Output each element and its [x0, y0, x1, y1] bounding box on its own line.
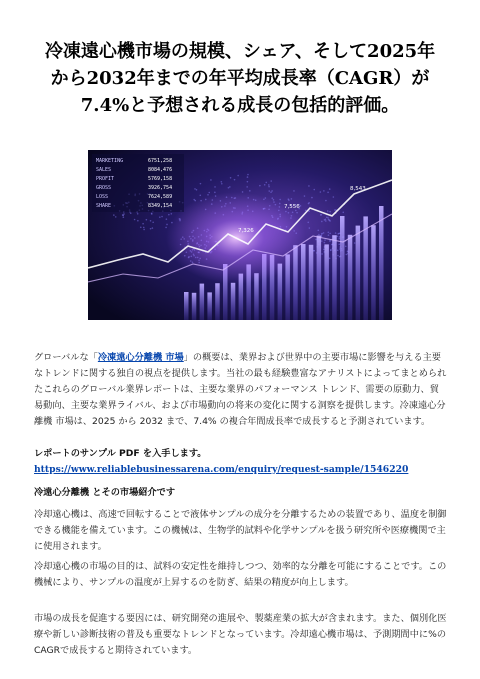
- map-dot: [268, 190, 270, 192]
- map-dot: [328, 234, 330, 236]
- map-dot: [207, 194, 209, 196]
- hero-bar: [371, 225, 376, 320]
- map-dot: [210, 179, 212, 181]
- title-line-1: 冷凍遠心機市場の規模、シェア、そして2025年: [44, 41, 436, 62]
- map-dot: [123, 216, 125, 218]
- map-dot: [330, 250, 332, 252]
- map-dot: [327, 210, 329, 212]
- map-dot: [199, 194, 201, 196]
- hero-bar: [207, 292, 212, 320]
- map-dot: [318, 234, 320, 236]
- sample-label: レポートのサンプル PDF を入手します。: [34, 448, 207, 459]
- map-dot: [315, 239, 317, 241]
- hero-bar: [317, 236, 322, 320]
- map-dot: [337, 233, 339, 235]
- map-dot: [335, 232, 337, 234]
- map-dot: [329, 219, 331, 221]
- map-dot: [228, 187, 230, 189]
- ticker-panel: [92, 154, 184, 212]
- hero-bar: [309, 245, 314, 320]
- map-dot: [137, 213, 139, 215]
- map-dot: [321, 221, 323, 223]
- map-dot: [161, 216, 163, 218]
- map-dot: [214, 186, 216, 188]
- map-dot: [247, 181, 249, 183]
- map-dot: [337, 255, 339, 257]
- map-dot: [333, 196, 335, 198]
- ticker-value: 5769,158: [148, 176, 173, 182]
- hero-bar: [348, 235, 353, 320]
- ticker-label: GROSS: [96, 185, 112, 191]
- map-dot: [271, 190, 273, 192]
- map-dot: [329, 211, 331, 213]
- map-dot: [345, 254, 347, 256]
- map-dot: [214, 192, 216, 194]
- ticker-value: 6751,258: [148, 158, 173, 164]
- map-dot: [152, 227, 154, 229]
- section-heading: 冷遠心分離機 とその市場紹介です: [34, 487, 176, 498]
- hero-bar: [340, 216, 345, 320]
- map-dot: [342, 212, 344, 214]
- map-dot: [307, 222, 309, 224]
- map-dot: [323, 190, 325, 192]
- hero-bar: [324, 244, 329, 320]
- map-dot: [321, 240, 323, 242]
- map-dot: [151, 213, 153, 215]
- map-dot: [327, 217, 329, 219]
- map-dot: [268, 186, 270, 188]
- map-dot: [327, 231, 329, 233]
- sample-link[interactable]: https://www.reliablebusinessarena.com/enquiry/request-sample/1546220: [34, 464, 409, 475]
- map-dot: [152, 221, 154, 223]
- map-dot: [325, 200, 327, 202]
- map-dot: [325, 220, 327, 222]
- map-dot: [291, 198, 293, 200]
- map-dot: [230, 177, 232, 179]
- map-dot: [321, 253, 323, 255]
- map-dot: [134, 219, 136, 221]
- map-dot: [140, 226, 142, 228]
- map-dot: [166, 224, 168, 226]
- map-dot: [234, 179, 236, 181]
- map-dot: [317, 230, 319, 232]
- map-dot: [327, 192, 329, 194]
- map-dot: [320, 191, 322, 193]
- map-dot: [309, 227, 311, 229]
- map-dot: [268, 184, 270, 186]
- map-dot: [237, 175, 239, 177]
- map-dot: [338, 244, 340, 246]
- map-dot: [150, 220, 152, 222]
- hero-bar: [363, 216, 368, 320]
- map-dot: [194, 188, 196, 190]
- hero-bar: [301, 244, 306, 320]
- ticker-value: 3926,754: [148, 185, 173, 191]
- hero-bar: [192, 293, 197, 320]
- intro-paragraph: [34, 350, 448, 430]
- map-dot: [313, 250, 315, 252]
- map-dot: [293, 190, 295, 192]
- map-dot: [249, 190, 251, 192]
- title-line-3: 7.4%と予想される成長の包括的評価。: [80, 95, 400, 116]
- map-dot: [300, 205, 302, 207]
- hero-bar: [379, 206, 384, 320]
- map-dot: [264, 184, 266, 186]
- value-tag: 7,326: [238, 228, 254, 234]
- paragraph-2: 冷却遠心機の市場の目的は、試料の安定性を維持しつつ、効率的な分離を可能にすることです。この機械により、サンプルの温度が上昇するのを防ぎ、結果の精度が向上します。: [34, 561, 447, 588]
- map-dot: [208, 192, 210, 194]
- hero-chart-graphic: [88, 150, 392, 320]
- map-dot: [308, 185, 310, 187]
- map-dot: [329, 258, 331, 260]
- map-dot: [354, 242, 356, 244]
- map-dot: [323, 249, 325, 251]
- map-dot: [270, 191, 272, 193]
- map-dot: [336, 236, 338, 238]
- paragraph-1: 冷却遠心機は、高速で回転することで液体サンプルの成分を分離するための装置であり、温度を制御できる機能を備えています。この機械は、生物学的試料や化学サンプルを扱う研究所や医療機関で主に使用されます。: [34, 509, 447, 552]
- map-dot: [115, 216, 117, 218]
- map-dot: [246, 186, 248, 188]
- map-dot: [221, 183, 223, 185]
- sample-request: [34, 446, 448, 478]
- map-dot: [142, 223, 144, 225]
- ticker-value: 8084,476: [148, 167, 173, 173]
- map-dot: [345, 245, 347, 247]
- map-dot: [337, 249, 339, 251]
- map-dot: [339, 236, 341, 238]
- map-dot: [159, 216, 161, 218]
- value-tag: 7,556: [284, 204, 300, 210]
- map-dot: [168, 214, 170, 216]
- hero-bar: [200, 284, 205, 320]
- map-dot: [324, 239, 326, 241]
- map-dot: [259, 185, 261, 187]
- ticker-label: SHARE: [96, 203, 112, 209]
- market-link[interactable]: 冷凍遠心分離機 市場: [97, 352, 184, 363]
- map-dot: [143, 229, 145, 231]
- paragraph-3: 市場の成長を促進する要因には、研究開発の進展や、製薬産業の拡大が含まれます。また、個別化医療や新しい診断技術の普及も重要なトレンドとなっています。冷却遠心機市場は、予測期間中に%のCAGRで成長すると期待されています。: [34, 613, 447, 656]
- map-dot: [196, 189, 198, 191]
- map-dot: [247, 174, 249, 176]
- map-dot: [279, 199, 281, 201]
- map-dot: [265, 182, 267, 184]
- map-dot: [137, 220, 139, 222]
- ticker-label: LOSS: [96, 194, 109, 200]
- map-dot: [270, 180, 272, 182]
- map-dot: [321, 233, 323, 235]
- map-dot: [323, 232, 325, 234]
- map-dot: [320, 214, 322, 216]
- map-dot: [113, 214, 115, 216]
- map-dot: [229, 186, 231, 188]
- hero-image: [88, 150, 392, 320]
- page-title: [24, 38, 456, 119]
- value-tag: 8,543: [350, 186, 366, 192]
- ticker-value: 8349,154: [148, 203, 173, 209]
- map-dot: [311, 197, 313, 199]
- map-dot: [165, 227, 167, 229]
- map-dot: [313, 189, 315, 191]
- hero-bar: [231, 283, 236, 320]
- map-dot: [329, 233, 331, 235]
- map-dot: [308, 202, 310, 204]
- map-dot: [130, 212, 132, 214]
- map-dot: [304, 195, 306, 197]
- map-dot: [325, 219, 327, 221]
- map-dot: [171, 213, 173, 215]
- ticker-value: 7624,589: [148, 194, 173, 200]
- map-dot: [288, 198, 290, 200]
- ticker-label: SALES: [96, 167, 112, 173]
- ticker-label: MARKETING: [96, 158, 124, 164]
- hero-bar: [356, 226, 361, 320]
- map-dot: [150, 228, 152, 230]
- map-dot: [334, 209, 336, 211]
- map-dot: [200, 183, 202, 185]
- map-dot: [123, 213, 125, 215]
- map-dot: [143, 227, 145, 229]
- map-dot: [166, 218, 168, 220]
- hero-bar: [332, 235, 337, 320]
- map-dot: [146, 219, 148, 221]
- intro-pre: グローバルな「: [34, 352, 98, 363]
- map-dot: [193, 199, 195, 201]
- map-dot: [324, 242, 326, 244]
- map-dot: [296, 212, 298, 214]
- hero-bar: [184, 292, 189, 320]
- map-dot: [329, 188, 331, 190]
- map-dot: [247, 176, 249, 178]
- hero-bar: [215, 283, 220, 320]
- ticker-label: PROFIT: [96, 176, 115, 182]
- map-dot: [221, 181, 223, 183]
- map-dot: [339, 238, 341, 240]
- intro-post: 」の概要は、業界および世界中の主要市場に影響を与える主要なトレンドに関する独自の視点を提供します。当社の最も経験豊富なアナリストによってまとめられたこれらのグローバル業界レポートは、主要な業界のパフォーマンス トレンド、需要の原動力、貿易動向、主要な業界ライバル、および市場動向の将来の変化に関する洞察を提供します。冷凍遠心分離機 市場は、2025 から 2032 まで、7.4% の複合年間成長率で成長すると予測されています。: [34, 352, 447, 427]
- title-line-2: から2032年までの年平均成長率（CAGR）が: [50, 68, 430, 89]
